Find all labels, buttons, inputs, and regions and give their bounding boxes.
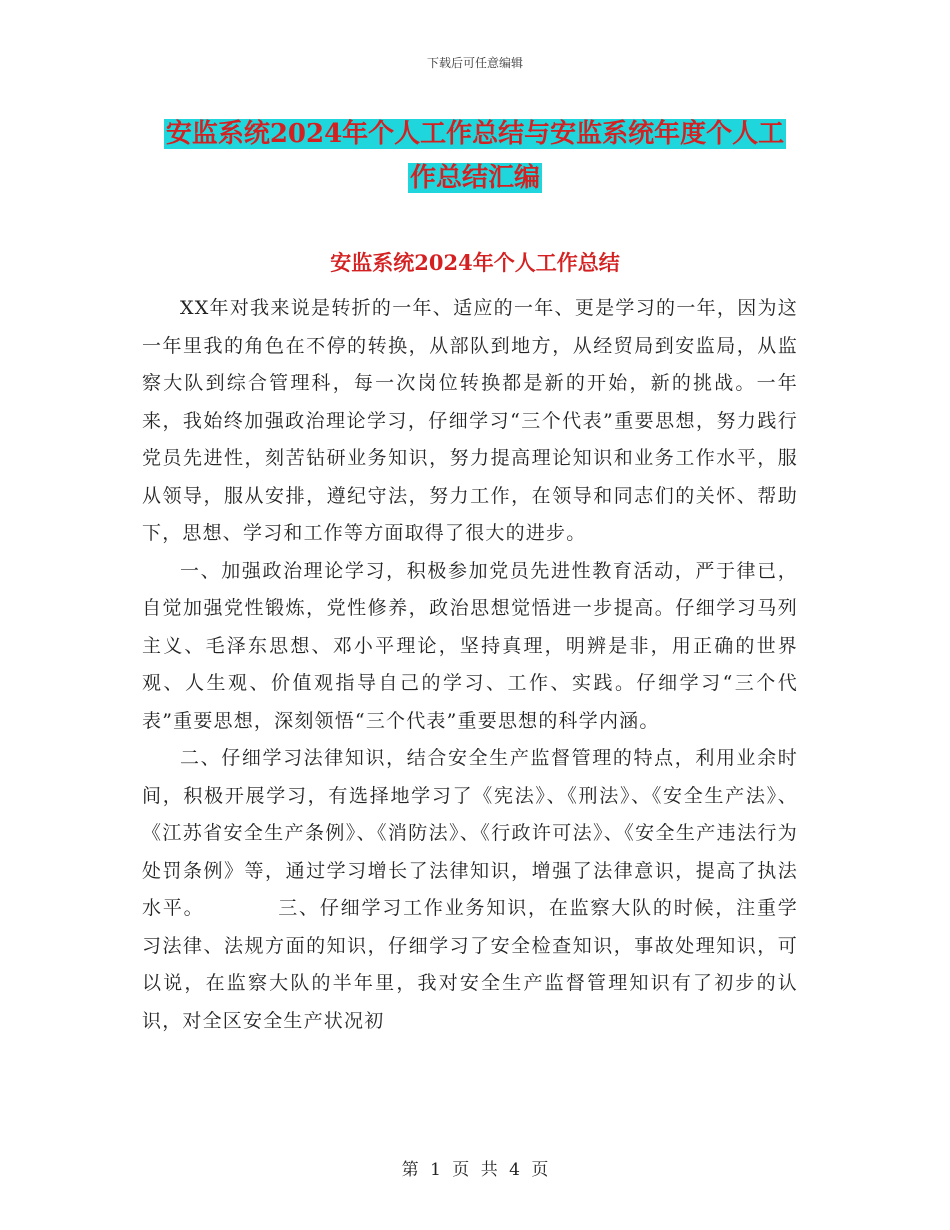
paragraph: 二、仔细学习法律知识，结合安全生产监督管理的特点，利用业余时间，积极开展学习，有选择地学习了《宪法》、《刑法》、《安全生产法》、《江苏省安全生产条例》、《消防法》、《行政许可法》、《安全生产违法行为处罚条例》等，通过学习增长了法律知识，增强了法律意识，提高了执法水平。 三、仔细学习工作业务知识，在监察大队的时候，注重学习法律、法规方面的知识，仔细学习了安全检查知识，事故处理知识，可以说，在监察大队的半年里，我对安全生产监督管理知识有了初步的认识，对全区安全生产状况初 — [142, 747, 798, 1032]
paragraph: XX年对我来说是转折的一年、适应的一年、更是学习的一年，因为这一年里我的角色在不停的转换，从部队到地方，从经贸局到安监局，从监察大队到综合管理科，每一次岗位转换都是新的开始，新的挑战。一年来，我始终加强政治理论学习，仔细学习“三个代表”重要思想，努力践行党员先进性，刻苦钻研业务知识，努力提高理论知识和业务工作水平，服从领导，服从安排，遵纪守法，努力工作，在领导和同志们的关怀、帮助下，思想、学习和工作等方面取得了很大的进步。 — [142, 297, 798, 544]
page-number: 第 1 页 共 4 页 — [401, 1160, 549, 1180]
document-title-line-1: 安监系统2024年个人工作总结与安监系统年度个人工 — [165, 119, 785, 149]
document-title-line-2: 作总结汇编 — [409, 163, 540, 193]
paragraph: 一、加强政治理论学习，积极参加党员先进性教育活动，严于律已，自觉加强党性锻炼，党性修养，政治思想觉悟进一步提高。仔细学习马列主义、毛泽东思想、邓小平理论，坚持真理，明辨是非，用正确的世界观、人生观、价值观指导自己的学习、工作、实践。仔细学习“三个代表”重要思想，深刻领悟“三个代表”重要思想的科学内涵。 — [142, 559, 798, 732]
document-body — [142, 290, 798, 1040]
document-title — [142, 112, 808, 200]
header-note: 下载后可任意编辑 — [426, 56, 523, 70]
section-title: 安监系统2024年个人工作总结 — [330, 250, 620, 275]
